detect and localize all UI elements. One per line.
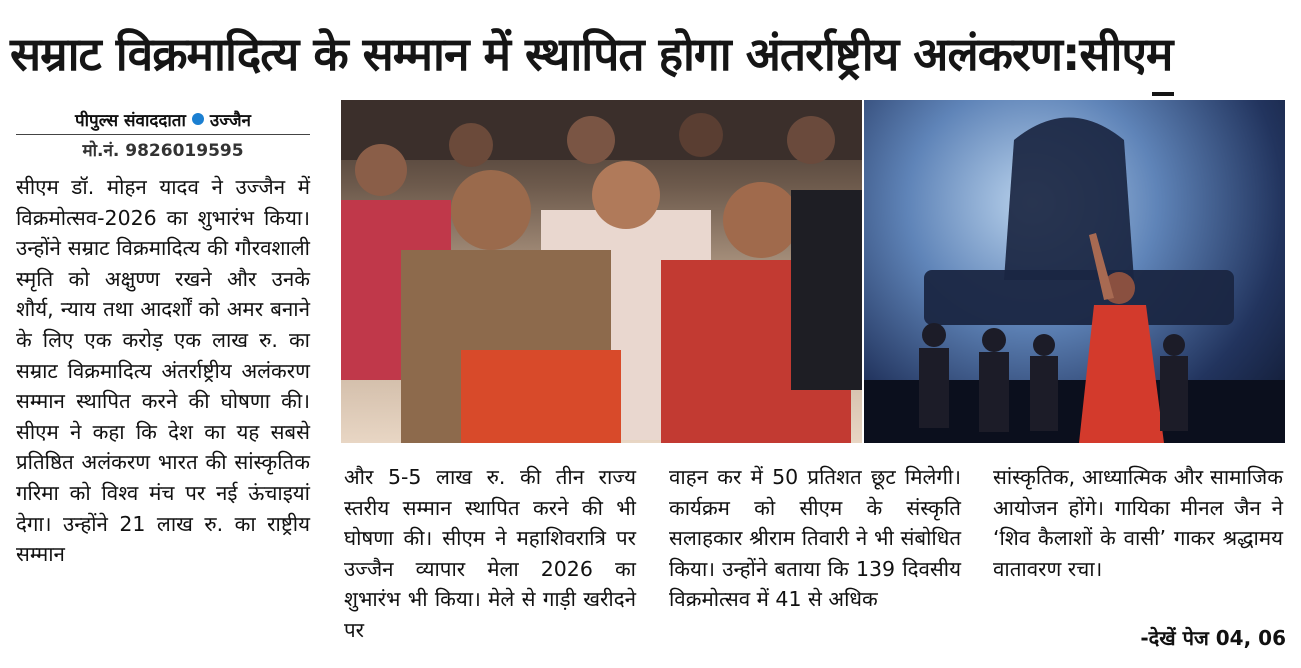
article-column-2 — [344, 462, 636, 646]
column-3-text: वाहन कर में 50 प्रतिशत छूट मिलेगी। कार्यक्रम को सीएम के संस्कृति सलाहकार श्रीराम तिवारी ने भी संबोधित किया। उन्होंने बताया कि 139 दिवसीय विक्रमोत्सव में 41 से अधिक — [669, 465, 961, 612]
article-column-3 — [669, 462, 961, 615]
byline — [16, 104, 310, 135]
photo-cm-audience-illustration — [341, 100, 862, 443]
photo-singer-stage-illustration — [864, 100, 1285, 443]
headline: सम्राट विक्रमादित्य के सम्मान में स्थापित होगा अंतर्राष्ट्रीय अलंकरण:सीएम — [10, 27, 1173, 81]
byline-city: उज्जैन — [209, 110, 251, 131]
column-4-text: सांस्कृतिक, आध्यात्मिक और सामाजिक आयोजन होंगे। गायिका मीनल जैन ने ‘शिव कैलाशों के वासी’ गाकर श्रद्धामय वातावरण रचा। — [993, 465, 1283, 581]
photo-singer-stage — [864, 100, 1285, 443]
byline-reporter: पीपुल्स संवाददाता — [75, 110, 186, 131]
continued-on-page: -देखें पेज 04, 06 — [1140, 626, 1286, 650]
column-1-text: सीएम डॉ. मोहन यादव ने उज्जैन में विक्रमोत्सव-2026 का शुभारंभ किया। उन्होंने सम्राट विक्रमादित्य की गौरवशाली स्मृति को अक्षुण्ण रखने और उनके शौर्य, न्याय तथा आदर्शों को अमर बनाने के लिए एक करोड़ एक लाख रु. का सम्राट विक्रमादित्य अंतर्राष्ट्रीय अलंकरण सम्मान स्थापित करने की घोषणा की। सीएम ने कहा कि देश का यह सबसे प्रतिष्ठित अलंकरण भारत की सांस्कृतिक गरिमा को विश्व मंच पर नई ऊंचाइयां देगा। उन्होंने 21 लाख रु. का राष्ट्रीय सम्मान — [16, 175, 310, 567]
column-2-text: और 5-5 लाख रु. की तीन राज्य स्तरीय सम्मान स्थापित करने की भी घोषणा की। सीएम ने महाशिवरात्रि पर उज्जैन व्यापार मेला 2026 का शुभारंभ भी किया। मेले से गाड़ी खरीदने पर — [344, 465, 636, 642]
bullet-dot-icon — [192, 113, 204, 125]
article-column-4 — [993, 462, 1283, 584]
photo-cm-audience — [341, 100, 862, 443]
headline-underline — [1152, 92, 1174, 96]
article-column-1 — [16, 172, 310, 570]
phone-number: मो.नं. 9826019595 — [82, 141, 244, 161]
